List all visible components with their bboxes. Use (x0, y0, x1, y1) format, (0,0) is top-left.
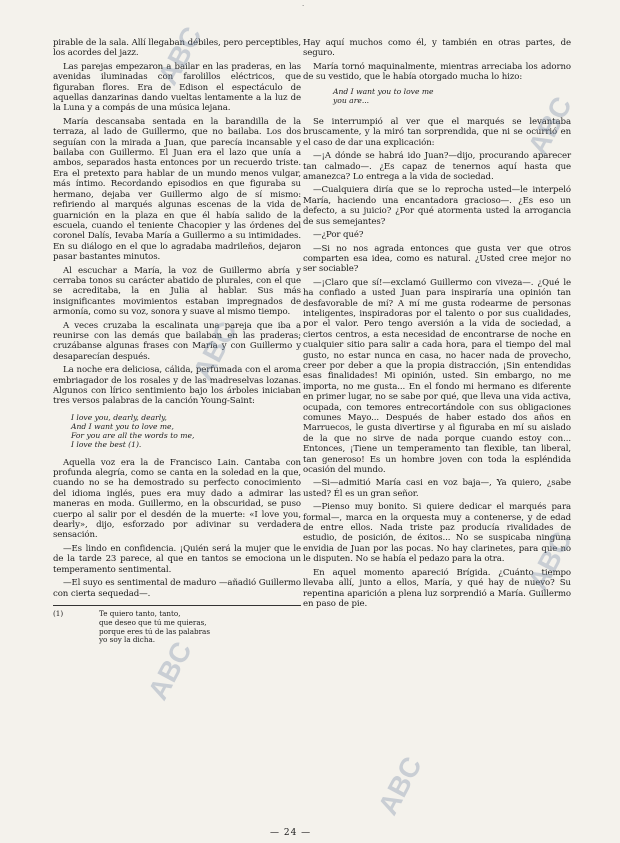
verse-line: you are... (333, 95, 370, 105)
paragraph: Se interrumpió al ver que el marqués se levantaba bruscamente, y la miró tan sorprendida, que ni se ocurrió en el caso de dar una explicación: (303, 117, 571, 148)
song-verse (333, 87, 571, 105)
paragraph: La noche era deliciosa, cálida, perfumada con el aroma embriagador de los rosales y de las madreselvas lozanas. Algunos con lírico sentimiento bajo los árboles iniciaban tres versos palabras de la canción Young-Saint: (53, 365, 301, 407)
verse-line: And I want you to love me, (71, 422, 174, 432)
watermark-abc: ABC (521, 526, 578, 595)
paragraph: —Es lindo en confidencia. ¡Quién será la mujer que le de la tarde 23 parece, al que en tantos se emociona un temperamento sentimental. (53, 543, 301, 575)
paragraph: —Si no nos agrada entonces que gusta ver que otros comparten esa idea, como es natural. ¿Usted cree mejor no ser sociable? (303, 243, 571, 275)
paragraph: Hay aquí muchos como él, y también en otras partes, de seguro. (303, 38, 571, 59)
paragraph: María descansaba sentada en la barandilla de la terraza, al lado de Guillermo, que no bailaba. Los dos seguían con la mirada a Juan, que parecía incansable y bailaba con Guillermo. El Juan era el lazo que unía a ambos, separados hasta entonces por un recuerdo triste. Era el pretexto para hablar de un mundo menos vulgar, más íntimo. Recordando episodios en que figuraba su hermano, dejaba ver Guillermo algo de sí mismo: refiriendo al marqués algunas escenas de la vida de guarnición en la plaza en que él había salido de la escuela, cuando el teniente Chacopier y las órdenes del coronel Dalís, Ievaba María a Guillermo a su intimidades. En su diálogo en el que lo agradaba madrileños, dejaron pasar bastantes minutos. (53, 116, 301, 263)
footnote-line: yo soy la dicha. (99, 635, 156, 645)
verse-line: I love you, dearly, dearly, (71, 412, 167, 422)
footnote-line: que deseo que tú me quieras, (99, 617, 207, 627)
watermark-abc: ABC (141, 636, 198, 705)
right-column (303, 38, 571, 612)
verse-line: I love the best (1). (71, 440, 142, 450)
page-number: — 24 — (270, 828, 312, 838)
footnote-line: Te quiero tanto, tanto, (99, 608, 181, 618)
paragraph: Las parejas empezaron a bailar en las praderas, en las avenidas iluminadas con farolillos eléctricos, que figuraban flores. Era de Edison el espectáculo de aquellas danzarinas dando vueltas lentamente a la luz de la Luna y a compás de una música lejana. (53, 61, 301, 114)
footnote-divider (53, 605, 301, 606)
watermark-abc: ABC (521, 91, 578, 160)
verse-line: And I want you to love me (333, 86, 434, 96)
song-verse (71, 413, 301, 450)
paragraph: —Si—admitió María casi en voz baja—, Ya quiero, ¿sabe usted? Él es un gran señor. (303, 478, 571, 499)
footnote-line: porque eres tú de las palabras (99, 626, 211, 636)
verse-line: For you are all the words to me, (71, 431, 195, 441)
paragraph: —Pienso muy bonito. Si quiere dedicar el marqués para formal—, marca en la orquesta muy a contenerse, y de edad de entre ellos. Nada triste paz producía rivalidades de estudio, de posición, de éxitos... No se suspicaba ninguna envidia de Juan por las pocas. No hay clarinetes, para que no le disputen. No se había el pedazo para la otra. (303, 502, 571, 565)
paragraph: María tornó maquinalmente, mientras arreciaba los adorno de su vestido, que le había otorgado mucha lo hizo: (303, 61, 571, 83)
paragraph: En aquel momento apareció Brígida. ¿Cuánto tiempo llevaba allí, junto a ellos, María, y qué hay de nuevo? Su repentina aparición a plena luz sorprendió a María. Guillermo en paso de pie. (303, 567, 571, 609)
footnote-mark: (1) (53, 608, 64, 618)
paragraph: —¿Por qué? (313, 230, 364, 241)
top-mark: · (302, 2, 305, 10)
paragraph: —¡Claro que sí!—exclamó Guillermo con viveza—. ¿Qué le ha confiado a usted Juan para inspiraría una opinión tan desfavorable de mí? A mí me gusta rodearme de personas inteligentes, inspiradoras por el talento o por sus cualidades, por el valor. Pero tengo aversión a la vida de sociedad, a ciertos centros, a esta necesidad de encontrarse de noche en cualquier sitio para salir a cada hora, para el tiempo del mal gusto, no estar nunca en casa, no hacer nada de provecho, creer por deber a que la propia distracción, ¡Sin entendidas esas finalidades! Mi opinión, usted. Sin embargo, no me importa, no me gusta... En el fondo mi hermano es diferente en primer lugar, no se sabe por qué, que lleva una vida activa, ocupada, con temores entrecortándole con sus obligaciones comunes Mayo... Después de haber estado dos años en Marruecos, le gusta divertirse y al figuraba en mí su aislado de la que no sirve de nada porque cuando estoy con... Entonces, ¡Tiene un temperamento tan flexible, tan liberal, tan generoso! Es un hombre joven con toda la espléndida ocasión del mundo. (303, 277, 571, 476)
paragraph: Al escuchar a María, la voz de Guillermo abría y cerraba tonos su carácter abatido de plurales, con el que se acreditaba, la en Julia al hablar. Sus más insignificantes movimientos estaban impregnados de armonía, como su voz, sonora y suave al mismo tiempo. (53, 265, 301, 318)
watermark-abc: ABC (151, 21, 208, 90)
watermark-abc: ABC (371, 751, 428, 820)
paragraph: Aquella voz era la de Francisco Lain. Cantaba con profunda alegría, como se canta en la soledad en la que, cuando no se ha demostrado su perfecto conocimiento del idioma inglés, pues era muy dado a admirar las maneras en moda. Guillermo, en la obscuridad, se puso cuerpo al salir por el desdén de la muerte: «I love you, dearly», dijo, esforzado por adivinar su verdadera sensación. (53, 457, 301, 541)
paragraph: A veces cruzaba la escalinata una pareja que iba a reunirse con las demás que bailaban en las praderas; cruzábanse algunas frases con María y con Guillermo y desaparecían después. (53, 320, 301, 362)
paragraph: pirable de la sala. Allí llegaban débiles, pero perceptibles, los acordes del jazz. (53, 38, 301, 59)
paragraph: —¡A dónde se habrá ido Juan?—dijo, procurando aparecer tan calmado—. ¿Es capaz de tenernos aquí hasta que amanezca? Lo entrega a la vida de sociedad. (303, 151, 571, 183)
paragraph: —El suyo es sentimental de maduro —añadió Guillermo con cierta sequedad—. (53, 578, 301, 599)
paragraph: —Cualquiera diría que se lo reprocha usted—le interpeló María, haciendo una encantadora gracioso—. ¿Es eso un defecto, a su juicio? ¿Por qué atormenta usted la arrogancia de sus semejantes? (303, 185, 571, 227)
watermark-abc: ABC (186, 316, 243, 385)
left-column (53, 38, 301, 645)
